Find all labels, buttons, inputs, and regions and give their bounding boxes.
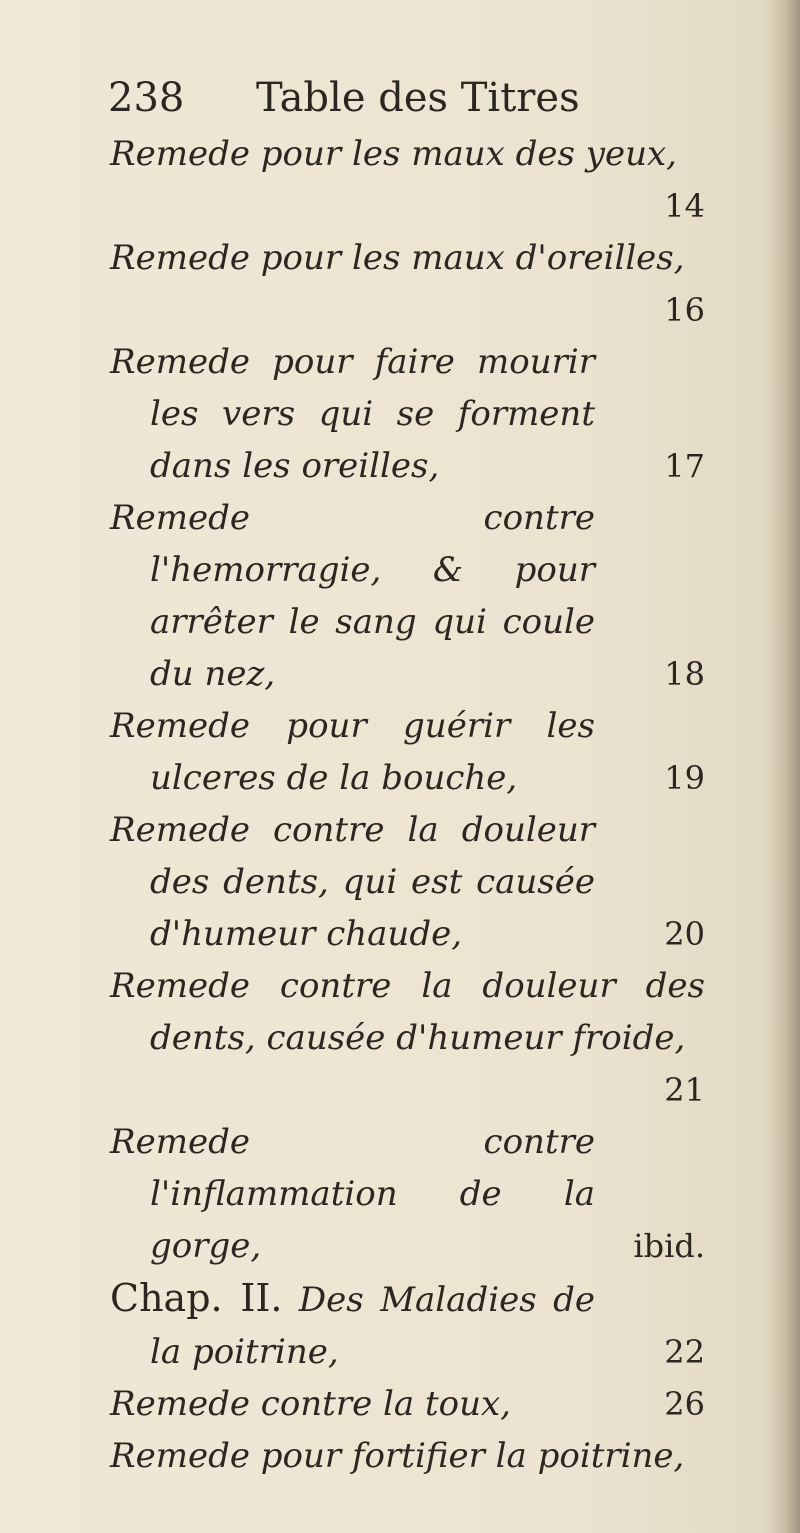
toc-entry	[110, 1430, 705, 1482]
toc-entry-title: Remede pour faire mourir les vers qui se forment dans les oreilles,	[110, 342, 595, 486]
toc-entry-title	[110, 1272, 705, 1378]
running-title: Table des Titres	[256, 75, 580, 121]
toc-entry-page: 21	[664, 1071, 705, 1109]
toc-entry	[110, 1378, 705, 1430]
toc-entry	[110, 336, 705, 492]
toc-entry-page: 18	[664, 655, 705, 693]
toc-entry	[110, 1116, 705, 1272]
toc-entry-title: Remede contre l'hemorragie, & pour arrêter le sang qui coule du nez,	[110, 498, 595, 694]
toc-entry	[110, 960, 705, 1116]
page-header	[108, 70, 708, 126]
toc-entry	[110, 128, 705, 232]
toc-entry-title: Remede pour les maux d'oreilles,	[110, 238, 685, 278]
toc-entry-title: Remede contre la toux,	[110, 1384, 511, 1424]
toc-entry-title: Remede pour fortifier la poitrine,	[110, 1436, 685, 1476]
toc-entry-page: ibid.	[633, 1227, 705, 1265]
toc-entry-title: Remede pour guérir les ulceres de la bouche,	[110, 706, 595, 798]
toc-entry-page: 19	[664, 759, 705, 797]
toc-entry-page: 22	[664, 1333, 705, 1371]
toc-entry-title: Remede contre la douleur des dents, qui est causée d'humeur chaude,	[110, 810, 595, 954]
toc-entry-page: 14	[664, 187, 705, 225]
toc-entry-page: 20	[664, 915, 705, 953]
toc-entry-title: Remede pour les maux des yeux,	[110, 134, 677, 174]
toc-entry-page: 16	[664, 291, 705, 329]
chapter-title: Des Maladies de la poitrine,	[150, 1280, 595, 1372]
toc-entry	[110, 804, 705, 960]
toc-entry-page: 17	[664, 447, 705, 485]
table-of-contents	[110, 128, 705, 1482]
toc-entry	[110, 492, 705, 700]
toc-chapter-entry	[110, 1272, 705, 1378]
page-number: 238	[108, 75, 185, 121]
toc-entry-title: Remede contre la douleur des dents, causée d'humeur froide,	[110, 966, 705, 1058]
toc-entry-title: Remede contre l'inflammation de la gorge,	[110, 1122, 595, 1266]
toc-entry	[110, 232, 705, 336]
toc-entry	[110, 700, 705, 804]
toc-entry-page: 26	[664, 1385, 705, 1423]
page-gutter-shadow	[766, 0, 800, 1533]
chapter-label: Chap. II.	[110, 1276, 283, 1320]
